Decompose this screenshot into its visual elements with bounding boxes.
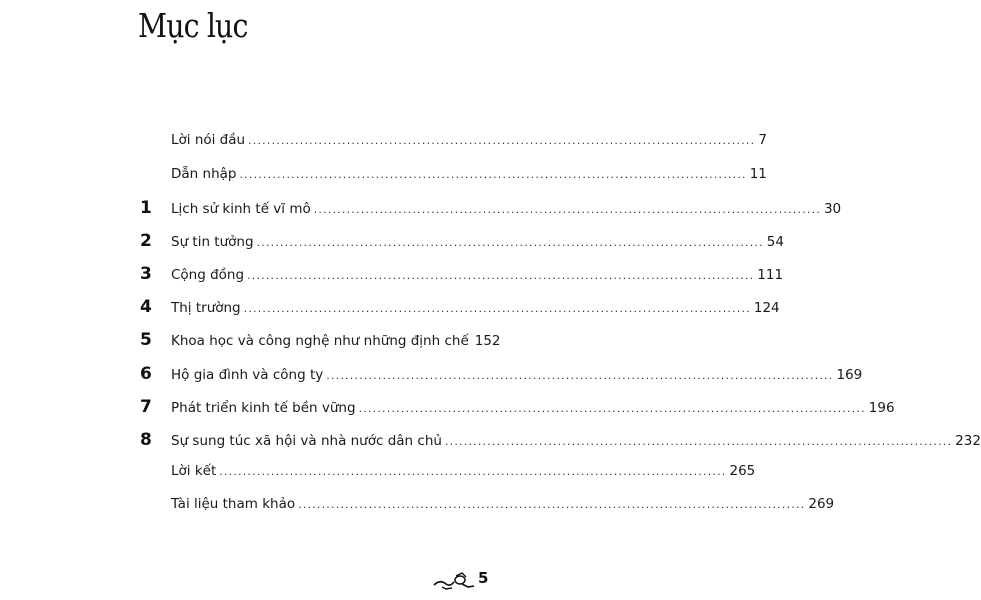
toc-entry-title: Khoa học và công nghệ như những định chế xyxy=(171,333,469,349)
toc-entry xyxy=(140,330,501,354)
toc-entry-title: Sự tin tưởng xyxy=(171,234,254,250)
toc-entry-title: Phát triển kinh tế bền vững xyxy=(171,400,356,416)
toc-entry-title: Sự sung túc xã hội và nhà nước dân chủ xyxy=(171,433,442,449)
toc-entry xyxy=(140,496,835,520)
page-title: Mục lục xyxy=(138,6,248,45)
toc-entry xyxy=(140,463,756,487)
toc-leader-dots: ............................................................................................................ xyxy=(326,369,834,382)
toc-page-number: 7 xyxy=(758,132,767,148)
toc-entry xyxy=(140,231,784,255)
toc-entry xyxy=(140,132,767,156)
toc-entry-title: Hộ gia đình và công ty xyxy=(171,367,324,383)
toc-entry xyxy=(140,430,981,454)
toc-page-number: 169 xyxy=(836,367,863,383)
toc-leader-dots: ............................................................................................................ xyxy=(358,402,866,415)
cartoon-figure-icon xyxy=(432,570,476,594)
toc-page-number: 54 xyxy=(766,234,784,250)
toc-page-number: 269 xyxy=(808,496,835,512)
toc-entry-title: Lời nói đầu xyxy=(171,132,246,148)
toc-chapter-number: 1 xyxy=(140,198,152,218)
toc-page-number: 124 xyxy=(753,300,780,316)
toc-chapter-number: 6 xyxy=(140,364,152,384)
toc-chapter-number: 8 xyxy=(140,430,152,450)
toc-chapter-number: 4 xyxy=(140,297,152,317)
toc-leader-dots: ............................................................................................................ xyxy=(298,498,806,511)
toc-leader-dots: ............................................................................................................ xyxy=(247,269,755,282)
toc-chapter-number: 7 xyxy=(140,397,152,417)
toc-entry xyxy=(140,198,842,222)
toc-page-number: 232 xyxy=(955,433,981,449)
toc-page-number: 11 xyxy=(749,166,767,182)
toc-page-number: 152 xyxy=(474,333,501,349)
toc-leader-dots: ............................................................................................................ xyxy=(243,302,751,315)
toc-entry-title: Lịch sử kinh tế vĩ mô xyxy=(171,201,311,217)
toc-entry xyxy=(140,264,784,288)
toc-page-number: 265 xyxy=(729,463,756,479)
toc-entry-title: Thị trường xyxy=(171,300,241,316)
toc-leader-dots: ............................................................................................................ xyxy=(444,435,953,448)
toc-entry xyxy=(140,297,780,321)
toc-leader-dots: ............................................................................................................ xyxy=(248,134,756,147)
toc-entry-title: Dẫn nhập xyxy=(171,166,237,182)
toc-leader-dots: ............................................................................................................ xyxy=(239,168,747,181)
toc-entry xyxy=(140,166,767,190)
toc-entry-title: Tài liệu tham khảo xyxy=(171,496,296,512)
toc-leader-dots: ............................................................................................................ xyxy=(256,236,764,249)
toc-entry xyxy=(140,364,863,388)
page-footer xyxy=(432,568,492,592)
toc-chapter-number: 2 xyxy=(140,231,152,251)
toc-leader-dots: ............................................................................................................ xyxy=(313,203,821,216)
toc-page-number: 111 xyxy=(757,267,784,283)
toc-entry-title: Cộng đồng xyxy=(171,267,245,283)
toc-entry xyxy=(140,397,895,421)
toc-page-number: 196 xyxy=(868,400,895,416)
toc-leader-dots: ............................................................................................................ xyxy=(219,465,727,478)
page-number: 5 xyxy=(478,569,489,587)
toc-chapter-number: 5 xyxy=(140,330,152,350)
toc-entry-title: Lời kết xyxy=(171,463,217,479)
toc-page-number: 30 xyxy=(823,201,842,217)
toc-chapter-number: 3 xyxy=(140,264,152,284)
